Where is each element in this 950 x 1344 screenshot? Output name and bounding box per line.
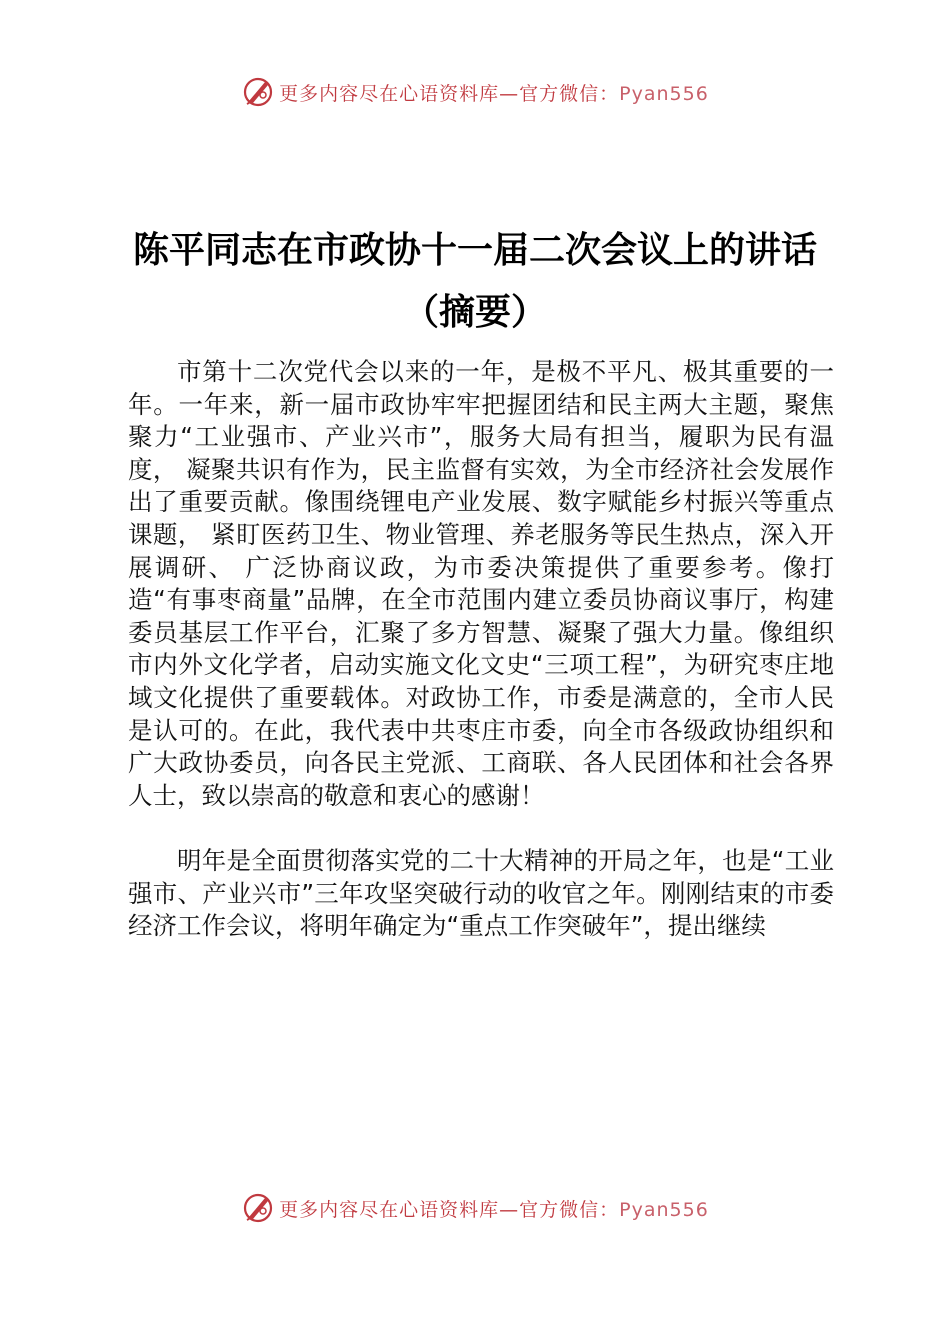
banner-text — [279, 1195, 709, 1222]
banner-wechat-id: Pyan556 — [619, 82, 709, 105]
banner-wechat-id: Pyan556 — [619, 1198, 709, 1221]
footer-banner — [0, 1188, 950, 1228]
quill-logo-icon — [241, 75, 275, 109]
header-banner — [0, 72, 950, 112]
body-paragraph-1: 市第十二次党代会以来的一年，是极不平凡、极其重要的一年。一年来，新一届市政协牢牢把握团结和民主两大主题，聚焦聚力“工业强市、产业兴市”，服务大局有担当，履职为民有温度， 凝聚共识有作为，民主监督有实效，为全市经济社会发展作出了重要贡献。像围绕锂电产业发展、数字赋能乡村振兴等重点课题， 紧盯医药卫生、物业管理、养老服务等民生热点，深入开展调研、 广泛协商议政，为市委决策提供了重要参考。像打造“有事枣商量”品牌，在全市范围内建立委员协商议事厅，构建委员基层工作平台，汇聚了多方智慧、凝聚了强大力量。像组织市内外文化学者，启动实施文化文史“三项工程”，为研究枣庄地域文化提供了重要载体。对政协工作，市委是满意的，全市人民是认可的。在此，我代表中共枣庄市委，向全市各级政协组织和广大政协委员，向各民主党派、工商联、各人民团体和社会各界人士，致以崇高的敬意和衷心的感谢！ — [128, 357, 834, 810]
banner-slogan: 更多内容尽在心语资料库—官方微信： — [279, 1198, 620, 1221]
banner-text — [279, 79, 709, 106]
banner-slogan: 更多内容尽在心语资料库—官方微信： — [279, 82, 620, 105]
body-paragraph-2: 明年是全面贯彻落实党的二十大精神的开局之年，也是“工业强市、产业兴市”三年攻坚突破行动的收官之年。刚刚结束的市委经济工作会议，将明年确定为“重点工作突破年”，提出继续 — [128, 845, 834, 941]
document-title: 陈平同志在市政协十一届二次会议上的讲话 — [132, 230, 817, 271]
quill-logo-icon — [241, 1191, 275, 1225]
document-subtitle: （摘要） — [402, 292, 547, 333]
document-body — [128, 356, 834, 943]
